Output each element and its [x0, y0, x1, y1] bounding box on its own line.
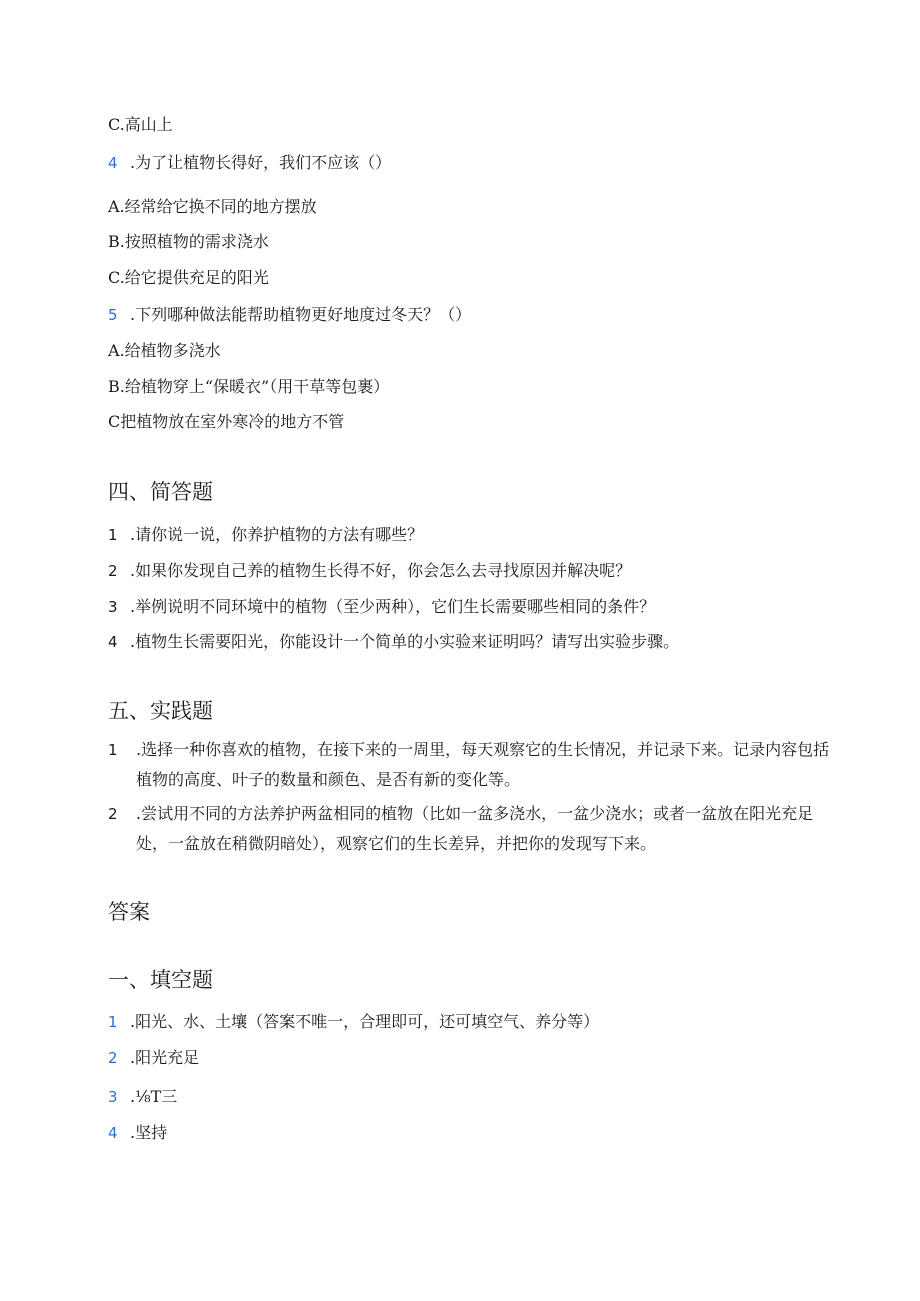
answers-section-heading-fill-blank: 一、填空题 — [108, 968, 213, 992]
answer-item-1-number: 1 — [108, 1013, 118, 1031]
answer-item-4-text: .坚持 — [130, 1123, 168, 1142]
s4-item-3-text: .举例说明不同环境中的植物（至少两种），它们生长需要哪些相同的条件？ — [130, 597, 656, 616]
s4-item-1-number: 1 — [108, 526, 118, 544]
s4-item-4-text: .植物生长需要阳光，你能设计一个简单的小实验来证明吗？请写出实验步骤。 — [130, 632, 680, 651]
s5-item-1 — [108, 735, 836, 795]
s4-item-4-number: 4 — [108, 633, 118, 651]
q4-number: 4 — [108, 154, 118, 172]
q5-stem — [108, 305, 471, 325]
q4-option-a: A.经常给它换不同的地方摆放 — [108, 197, 317, 216]
s4-item-2 — [108, 561, 631, 581]
answer-item-1 — [108, 1012, 599, 1032]
q5-option-b: B.给植物穿上“保暖衣”（用干草等包裹） — [108, 377, 390, 396]
s4-item-2-text: .如果你发现自己养的植物生长得不好，你会怎么去寻找原因并解决呢？ — [130, 561, 632, 580]
answer-item-2-number: 2 — [108, 1049, 118, 1067]
s4-item-4 — [108, 632, 679, 652]
answer-item-4 — [108, 1123, 167, 1143]
answer-item-3-text: .⅛T三 — [130, 1087, 178, 1106]
q5-text: .下列哪种做法能帮助植物更好地度过冬天？（） — [130, 305, 472, 324]
section-heading-short-answer: 四、简答题 — [108, 480, 213, 504]
s5-item-1-number: 1 — [108, 741, 118, 759]
q5-option-c: C把植物放在室外寒冷的地方不管 — [108, 412, 345, 431]
s5-item-2-text: .尝试用不同的方法养护两盆相同的植物（比如一盆多浇水，一盆少浇水；或者一盆放在阳光充足处，一盆放在稍微阴暗处），观察它们的生长差异，并把你的发现写下来。 — [136, 804, 814, 853]
answer-item-4-number: 4 — [108, 1124, 118, 1142]
q3-option-c: C.高山上 — [108, 115, 173, 134]
answer-item-1-text: .阳光、水、土壤（答案不唯一，合理即可，还可填空气、养分等） — [130, 1012, 600, 1031]
s4-item-2-number: 2 — [108, 562, 118, 580]
s4-item-3 — [108, 597, 655, 617]
answer-item-3-number: 3 — [108, 1088, 118, 1106]
answer-item-2-text: .阳光充足 — [130, 1048, 200, 1067]
answer-item-2 — [108, 1048, 199, 1068]
s5-item-2-number: 2 — [108, 805, 118, 823]
q5-option-a: A.给植物多浇水 — [108, 341, 221, 360]
answers-heading: 答案 — [108, 900, 150, 924]
answer-item-3 — [108, 1087, 177, 1107]
s4-item-1-text: .请你说一说，你养护植物的方法有哪些？ — [130, 525, 424, 544]
q4-option-b: B.按照植物的需求浇水 — [108, 232, 269, 251]
s4-item-1 — [108, 525, 423, 545]
q5-number: 5 — [108, 306, 118, 324]
s5-item-2 — [108, 799, 836, 859]
section-heading-practice: 五、实践题 — [108, 699, 213, 723]
q4-stem — [108, 153, 391, 173]
s5-item-1-text: .选择一种你喜欢的植物，在接下来的一周里，每天观察它的生长情况，并记录下来。记录内容包括植物的高度、叶子的数量和颜色、是否有新的变化等。 — [136, 740, 830, 789]
q4-text: .为了让植物长得好，我们不应该（） — [130, 153, 392, 172]
q4-option-c: C.给它提供充足的阳光 — [108, 268, 269, 287]
s4-item-3-number: 3 — [108, 598, 118, 616]
